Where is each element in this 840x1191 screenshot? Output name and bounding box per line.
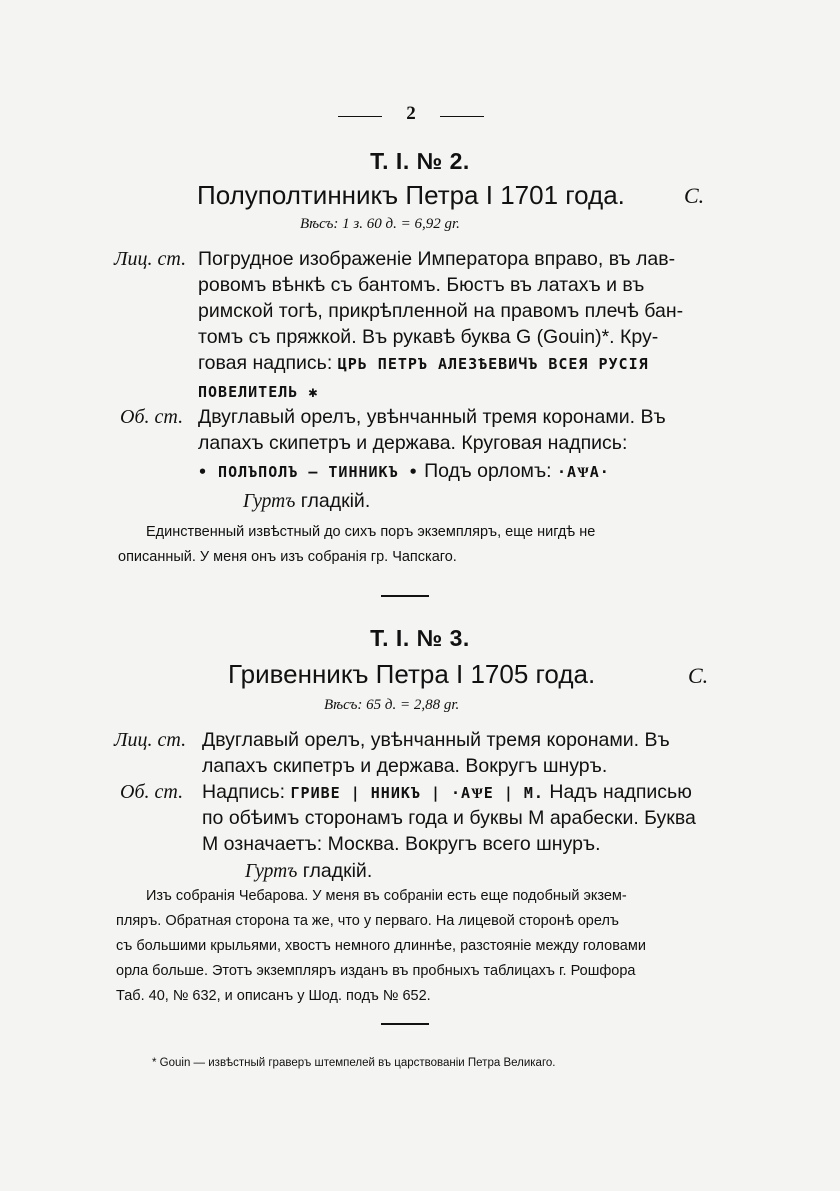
obverse-legend: ЦРЬ ПЕТРЪ АЛЕЗѢЕВИЧЪ ВСЕЯ РУСІЯ <box>337 355 649 373</box>
reverse-label: Об. ст. <box>120 781 184 803</box>
reverse-legend: ГРИВЕ | ННИКЪ | ·АѰЕ | М. <box>290 784 544 802</box>
page-number-rule-left <box>338 116 382 117</box>
reverse-text-line: М означаетъ: Москва. Вокругъ всего шнуръ. <box>202 833 601 855</box>
reverse-text-line: лапахъ скипетръ и держава. Круговая надпись: <box>198 432 628 454</box>
obverse-legend-end: ПОВЕЛИТЕЛЬ ✱ <box>198 383 319 401</box>
note-line: Единственный извѣстный до сихъ поръ экземпляръ, еще нигдѣ не <box>146 524 596 540</box>
note-line: пляръ. Обратная сторона та же, что у перваго. На лицевой сторонѣ орелъ <box>116 913 619 929</box>
coin-title: Гривенникъ Петра I 1705 года. <box>228 659 596 689</box>
obverse-legend-line <box>198 352 649 375</box>
rarity-mark: C. <box>684 183 705 208</box>
reverse-date-legend: ·АѰА· <box>557 463 610 481</box>
obverse-text-line: лапахъ скипетръ и держава. Вокругъ шнуръ. <box>202 755 608 777</box>
catalog-number: T. I. № 3. <box>370 625 470 651</box>
reverse-text-line: по обѣимъ сторонамъ года и буквы М арабески. Буква <box>202 807 696 829</box>
coin-title: Полуполтинникъ Петра I 1701 года. <box>197 180 625 210</box>
reverse-legend-line <box>198 460 610 483</box>
edge-label: Гуртъ <box>245 861 298 882</box>
obverse-text-line: Двуглавый орелъ, увѣнчанный тремя коронами. Въ <box>202 729 670 751</box>
obverse-legend-line <box>198 380 318 403</box>
rarity-mark: C. <box>688 663 709 688</box>
note-line: орла больше. Этотъ экземпляръ изданъ въ пробныхъ таблицахъ г. Рошфора <box>116 963 636 979</box>
reverse-text-line: Двуглавый орелъ, увѣнчанный тремя коронами. Въ <box>198 406 666 428</box>
section-divider <box>381 595 429 597</box>
coin-weight: Вѣсъ: 65 д. = 2,88 gr. <box>324 697 460 713</box>
page-number: 2 <box>406 103 416 124</box>
edge-label: Гуртъ <box>243 491 296 512</box>
reverse-legend-mid: Подъ орломъ: <box>424 460 552 482</box>
obverse-label: Лиц. ст. <box>114 729 187 751</box>
edge-value: гладкій. <box>300 490 371 512</box>
reverse-prefix: Надпись: <box>202 781 286 803</box>
coin-weight: Вѣсъ: 1 з. 60 д. = 6,92 gr. <box>300 216 460 232</box>
footnote-divider <box>381 1023 429 1025</box>
note-line: Изъ собранія Чебарова. У меня въ собраніи есть еще подобный экзем- <box>146 888 627 904</box>
obverse-text-line: Погрудное изображеніе Императора вправо, въ лав- <box>198 248 676 270</box>
reverse-legend: • ПОЛЪПОЛЪ — ТИННИКЪ • <box>198 463 419 481</box>
obverse-text-line: томъ съ пряжкой. Въ рукавѣ буква G (Gouin)*. Кру- <box>198 326 659 348</box>
edge-line <box>245 860 372 883</box>
page-number-rule-right <box>440 116 484 117</box>
obverse-text-line: римской тогѣ, прикрѣпленной на правомъ плечѣ бан- <box>198 300 684 322</box>
note-line: Таб. 40, № 632, и описанъ у Шод. подъ № 652. <box>116 988 431 1004</box>
edge-line <box>243 490 370 513</box>
reverse-suffix: Надъ надписью <box>549 781 692 803</box>
edge-value: гладкій. <box>302 860 373 882</box>
note-line: съ большими крыльями, хвостъ немного длиннѣе, разстояніе между головами <box>116 938 646 954</box>
obverse-label: Лиц. ст. <box>114 248 187 270</box>
footnote: * Gouin — извѣстный граверъ штемпелей въ царствованіи Петра Великаго. <box>152 1057 556 1069</box>
reverse-legend-line <box>202 781 692 804</box>
obverse-legend-prefix: говая надпись: <box>198 352 333 374</box>
obverse-text-line: ровомъ вѣнкѣ съ бантомъ. Бюстъ въ латахъ и въ <box>198 274 645 296</box>
reverse-label: Об. ст. <box>120 406 184 428</box>
catalog-number: T. I. № 2. <box>370 148 470 174</box>
note-line: описанный. У меня онъ изъ собранія гр. Чапскаго. <box>118 549 457 565</box>
